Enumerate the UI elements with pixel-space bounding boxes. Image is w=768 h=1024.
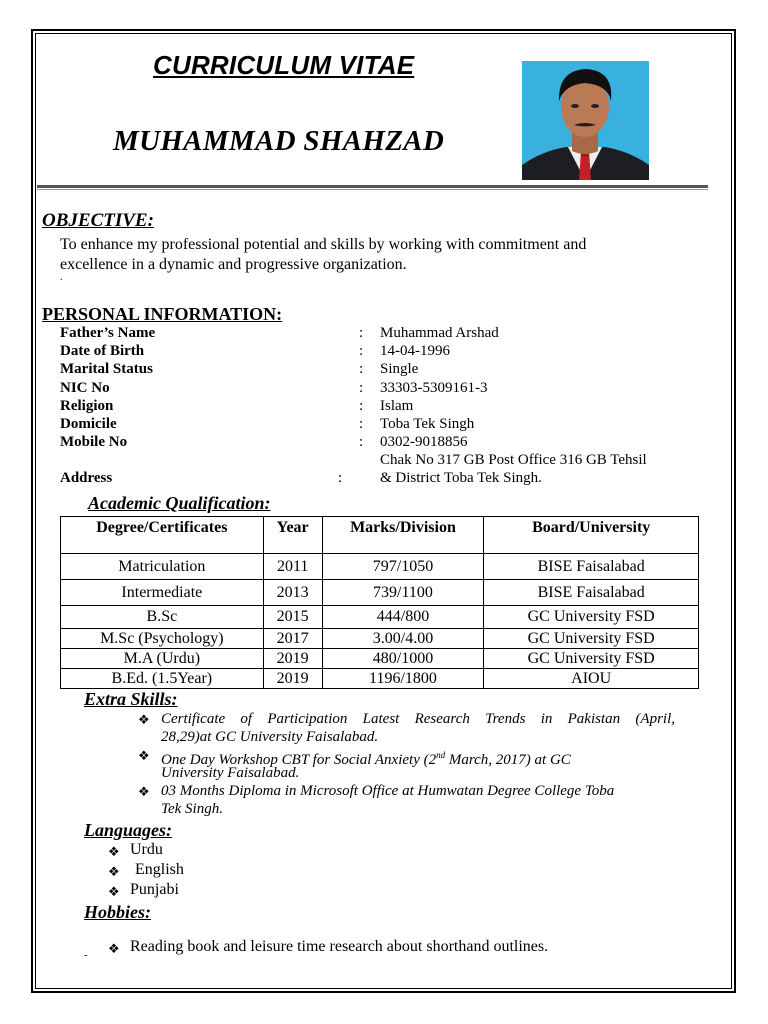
hobbies-heading: Hobbies: <box>84 902 151 922</box>
table-cell: 2015 <box>263 606 322 629</box>
table-header-row <box>61 517 699 554</box>
pi-value-domicile: Toba Tek Singh <box>380 416 475 432</box>
pi-value-religion: Islam <box>380 398 414 414</box>
language-item-punjabi: Punjabi <box>130 881 179 898</box>
table-cell: GC University FSD <box>484 606 699 629</box>
objective-text-line2: excellence in a dynamic and progressive organization. <box>60 256 407 273</box>
pi-colon: : <box>359 398 364 414</box>
skill-item-2-text: One Day Workshop CBT for Social Anxiety (2 <box>161 752 437 768</box>
table-cell: GC University FSD <box>484 649 699 669</box>
table-cell: 2019 <box>263 669 322 689</box>
table-cell: 2011 <box>263 554 322 580</box>
table-cell: 3.00/4.00 <box>322 629 484 649</box>
extra-skills-heading: Extra Skills: <box>84 689 178 709</box>
academic-table <box>60 516 699 689</box>
bullet-diamond-icon: ❖ <box>108 844 120 859</box>
language-item-urdu: Urdu <box>130 841 163 858</box>
table-cell: M.Sc (Psychology) <box>61 629 264 649</box>
hobby-item: Reading book and leisure time research about shorthand outlines. <box>130 938 549 955</box>
table-cell: M.A (Urdu) <box>61 649 264 669</box>
pi-label-nic-no: NIC No <box>60 380 110 396</box>
pi-label-religion: Religion <box>60 398 114 414</box>
profile-photo <box>522 61 649 180</box>
pi-label-marital-status: Marital Status <box>60 361 153 377</box>
academic-heading: Academic Qualification: <box>88 493 271 513</box>
skill-item-3-line1: 03 Months Diploma in Microsoft Office at Humwatan Degree College Toba <box>161 783 615 799</box>
languages-heading: Languages: <box>84 820 173 840</box>
pi-label-fathers-name: Father’s Name <box>60 325 156 341</box>
pi-value-address-line2: & District Toba Tek Singh. <box>380 470 542 486</box>
bullet-diamond-icon: ❖ <box>108 941 120 956</box>
skill-item-2-line2: University Faisalabad. <box>161 765 300 781</box>
column-header: Degree/Certificates <box>61 517 264 554</box>
bullet-diamond-icon: ❖ <box>138 712 150 727</box>
document-title: CURRICULUM VITAE <box>153 50 415 80</box>
language-item-english: English <box>135 861 184 878</box>
pi-colon: : <box>359 325 364 341</box>
pi-colon: : <box>359 416 364 432</box>
pi-colon: : <box>338 470 343 486</box>
pi-value-fathers-name: Muhammad Arshad <box>380 325 499 341</box>
table-cell: 1196/1800 <box>322 669 484 689</box>
table-cell: 739/1100 <box>322 580 484 606</box>
pi-value-address-line1: Chak No 317 GB Post Office 316 GB Tehsil <box>380 452 647 468</box>
table-cell: 2013 <box>263 580 322 606</box>
objective-heading: OBJECTIVE: <box>42 210 154 231</box>
table-row <box>61 649 699 669</box>
bullet-diamond-icon: ❖ <box>138 784 150 799</box>
bullet-diamond-icon: ❖ <box>108 884 120 899</box>
personal-info-heading: PERSONAL INFORMATION: <box>42 304 283 324</box>
bullet-diamond-icon: ❖ <box>108 864 120 879</box>
bullet-diamond-icon: ❖ <box>138 748 150 763</box>
table-cell: AIOU <box>484 669 699 689</box>
pi-label-address: Address <box>60 470 113 486</box>
pi-label-mobile-no: Mobile No <box>60 434 128 450</box>
pi-colon: : <box>359 361 364 377</box>
table-row <box>61 606 699 629</box>
skill-item-2-text-post: March, 2017) at GC <box>445 752 571 768</box>
table-row <box>61 669 699 689</box>
pi-colon: : <box>359 380 364 396</box>
pi-colon: : <box>359 343 364 359</box>
table-row <box>61 554 699 580</box>
table-cell: B.Ed. (1.5Year) <box>61 669 264 689</box>
table-cell: 2019 <box>263 649 322 669</box>
pi-value-marital-status: Single <box>380 361 419 377</box>
table-cell: Matriculation <box>61 554 264 580</box>
skill-item-1-line2: 28,29)at GC University Faisalabad. <box>161 729 379 745</box>
candidate-name: MUHAMMAD SHAHZAD <box>113 125 445 157</box>
table-cell: BISE Faisalabad <box>484 580 699 606</box>
table-cell: B.Sc <box>61 606 264 629</box>
table-cell: 797/1050 <box>322 554 484 580</box>
table-cell: Intermediate <box>61 580 264 606</box>
table-row <box>61 580 699 606</box>
skill-item-1-line1: Certificate of Participation Latest Research Trends in Pakistan (April, <box>161 711 675 727</box>
trailing-mark: - <box>84 949 88 961</box>
skill-item-2-sup: nd <box>436 750 446 760</box>
header-divider-thin <box>37 189 708 190</box>
header-divider <box>37 185 708 188</box>
table-cell: BISE Faisalabad <box>484 554 699 580</box>
table-cell: 2017 <box>263 629 322 649</box>
skill-item-3-line2: Tek Singh. <box>161 801 223 817</box>
table-cell: GC University FSD <box>484 629 699 649</box>
objective-text-line1: To enhance my professional potential and skills by working with commitment and <box>60 236 587 253</box>
pi-value-mobile-no: 0302-9018856 <box>380 434 468 450</box>
column-header: Year <box>263 517 322 554</box>
objective-dot: . <box>60 272 63 283</box>
table-row <box>61 629 699 649</box>
pi-label-domicile: Domicile <box>60 416 117 432</box>
column-header: Marks/Division <box>322 517 484 554</box>
pi-value-nic-no: 33303-5309161-3 <box>380 380 488 396</box>
column-header: Board/University <box>484 517 699 554</box>
table-cell: 480/1000 <box>322 649 484 669</box>
portrait-image <box>522 61 649 180</box>
table-cell: 444/800 <box>322 606 484 629</box>
pi-value-date-of-birth: 14-04-1996 <box>380 343 450 359</box>
pi-colon: : <box>359 434 364 450</box>
pi-label-date-of-birth: Date of Birth <box>60 343 145 359</box>
